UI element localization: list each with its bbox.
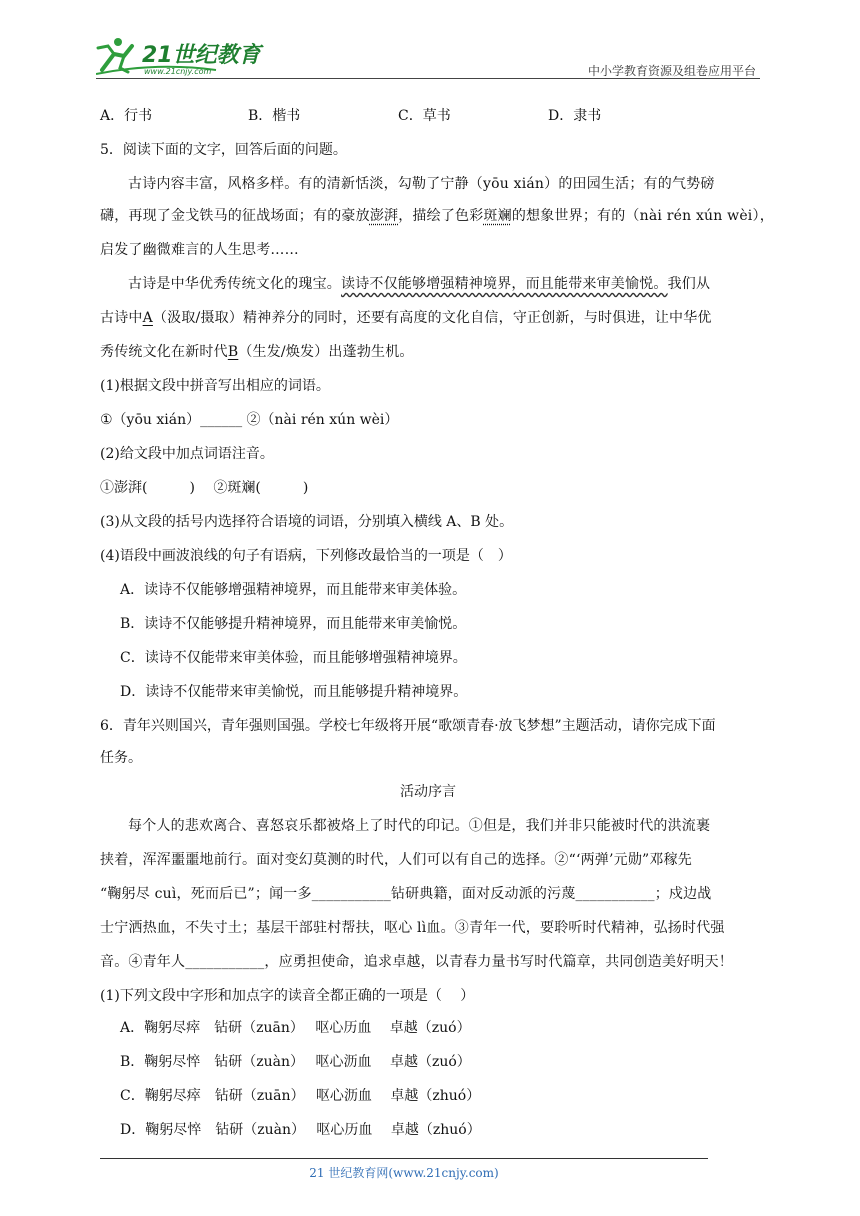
page-header: [96, 28, 760, 78]
text-segment: （生发/焕发）出蓬勃生机。: [238, 344, 414, 360]
q4-option-a: A．行书: [100, 108, 153, 124]
q5-passage1-line1: 古诗内容丰富，风格多样。有的清新恬淡，勾勒了宁静（yōu xián）的田园生活；有的气势磅: [128, 176, 715, 192]
q5-sub4-option-c: C．读诗不仅能带来审美体验，而且能够增强精神境界。: [120, 650, 467, 666]
text-segment: 的想象世界；有的（nài rén xún wèi），: [511, 208, 774, 224]
text-segment: 古诗中: [100, 310, 143, 326]
q5-passage1-line3: 启发了幽微难言的人生思考……: [100, 242, 299, 258]
blank-a: A: [142, 310, 153, 326]
q4-option-c: C．草书: [398, 108, 451, 124]
platform-name: 中小学教育资源及组卷应用平台: [587, 64, 756, 78]
q6-passage-line2: 挟着，浑浑噩噩地前行。面对变幻莫测的时代，人们可以有自己的选择。②“‘两弹’元勋”邓稼先: [100, 852, 693, 868]
q5-passage2-line3: [100, 342, 414, 362]
q6-passage-line5: 音。④青年人___________，应勇担使命，追求卓越，以青春力量书写时代篇章，共同创造美好明天！: [100, 954, 733, 970]
q6-sub1-option-c: C．鞠躬尽瘁 钻研（zuān） 呕心沥血 卓越（zhuó）: [120, 1088, 481, 1104]
wavy-sentence: 读诗不仅能够增强精神境界，而且能带来审美愉悦。: [341, 276, 668, 292]
q5-sub4: (4)语段中画波浪线的句子有语病，下列修改最恰当的一项是（ ）: [100, 548, 512, 564]
dotted-word-pengpai: 澎湃: [369, 208, 399, 224]
text-segment: 礴，再现了金戈铁马的征战场面；有的豪放: [100, 208, 370, 224]
q4-option-b: B．楷书: [248, 108, 301, 124]
q5-sub4-option-b: B．读诗不仅能够提升精神境界，而且能带来审美愉悦。: [120, 616, 467, 632]
q5-passage2-line1: [128, 274, 710, 294]
q5-sub2-answer-line: ①澎湃( ) ②斑斓( ): [100, 480, 309, 496]
q5-sub1: (1)根据文段中拼音写出相应的词语。: [100, 378, 330, 394]
logo-url: www.21cnjy.com: [144, 67, 212, 76]
footer-text[interactable]: 21 世纪教育网(www.21cnjy.com): [309, 1166, 499, 1180]
q6-passage-line4: 士宁洒热血，不失寸土；基层干部驻村帮扶，呕心 lì血。③青年一代，要聆听时代精神，弘扬时代强: [100, 920, 725, 936]
text-segment: 秀传统文化在新时代: [100, 344, 228, 360]
text-segment: （汲取/摄取）精神养分的同时，还要有高度的文化自信，守正创新，与时俱进，让中华优: [152, 310, 712, 326]
q6-sub1-option-a: A．鞠躬尽瘁 钻研（zuān） 呕心历血 卓越（zuó）: [120, 1020, 471, 1036]
q6-passage-title: 活动序言: [400, 784, 456, 800]
logo-text: 21世纪教育: [142, 43, 261, 68]
q6-sub1: (1)下列文段中字形和加点字的读音全都正确的一项是（ ）: [100, 988, 475, 1004]
q5-sub4-option-a: A．读诗不仅能够增强精神境界，而且能带来审美体验。: [120, 582, 467, 598]
q6-sub1-option-b: B．鞠躬尽悴 钻研（zuàn） 呕心沥血 卓越（zuó）: [120, 1054, 471, 1070]
text-segment: ，描绘了色彩: [398, 208, 484, 224]
text-segment: 古诗是中华优秀传统文化的瑰宝。: [128, 276, 341, 292]
q5-sub1-answer-line: ①（yōu xián）______ ②（nài rén xún wèi）: [100, 412, 399, 428]
text-segment: 我们从: [667, 276, 711, 292]
q6-sub1-option-d: D．鞠躬尽悴 钻研（zuàn） 呕心历血 卓越（zhuó）: [120, 1122, 481, 1138]
q6-stem-line1: 6．青年兴则国兴，青年强则国强。学校七年级将开展“歌颂青春·放飞梦想”主题活动，请你完成下面: [100, 718, 716, 734]
dotted-word-banlan: 斑斓: [483, 208, 512, 224]
q5-passage1-line2: [100, 206, 774, 226]
q6-passage-line1: 每个人的悲欢离合、喜怒哀乐都被烙上了时代的印记。①但是，我们并非只能被时代的洪流裹: [128, 818, 711, 834]
footer-divider: [100, 1158, 708, 1159]
q5-stem: 5．阅读下面的文字，回答后面的问题。: [100, 142, 347, 158]
header-divider: [96, 78, 760, 79]
blank-b: B: [227, 344, 239, 360]
q6-stem-line2: 任务。: [100, 750, 142, 766]
q4-option-d: D．隶书: [548, 108, 602, 124]
q5-passage2-line2: [100, 308, 712, 328]
q5-sub4-option-d: D．读诗不仅能带来审美愉悦，而且能够提升精神境界。: [120, 684, 468, 700]
q5-sub3: (3)从文段的括号内选择符合语境的词语，分别填入横线 A、B 处。: [100, 514, 514, 530]
21cnjy-logo: [96, 32, 266, 76]
q5-sub2: (2)给文段中加点词语注音。: [100, 446, 274, 462]
q6-passage-line3: “鞠躬尽 cuì，死而后已”；闻一多___________钻研典籍，面对反动派的污蔑___________；戍边战: [100, 886, 712, 902]
